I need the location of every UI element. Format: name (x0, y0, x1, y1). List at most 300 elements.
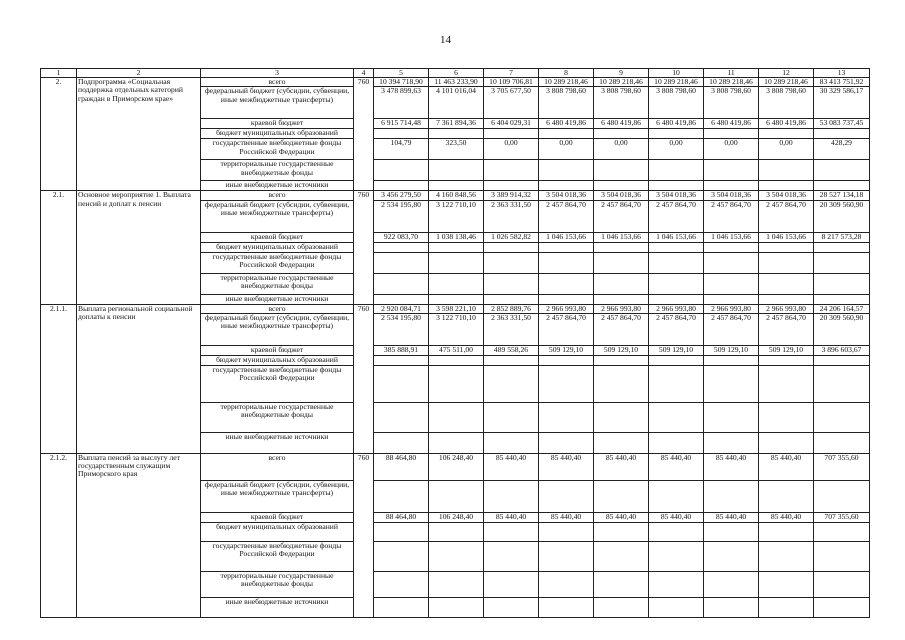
amount-cell: 3 122 710,10 (429, 313, 484, 345)
amount-cell (429, 480, 484, 512)
amount-cell: 30 329 586,17 (814, 87, 870, 119)
amount-cell (814, 365, 870, 402)
amount-cell: 85 440,40 (759, 453, 814, 480)
table-row (41, 453, 870, 480)
amount-cell (649, 597, 704, 617)
amount-cell: 2 457 864,70 (759, 200, 814, 232)
amount-cell (429, 571, 484, 597)
amount-cell: 1 046 153,66 (649, 232, 704, 242)
funding-source: территориальные государственные внебюджетные фонды (201, 571, 354, 597)
amount-cell (429, 365, 484, 402)
header-cell: 11 (704, 69, 759, 78)
amount-cell (539, 571, 594, 597)
amount-cell (814, 402, 870, 432)
amount-cell (594, 541, 649, 571)
amount-cell (429, 402, 484, 432)
amount-cell (594, 402, 649, 432)
amount-cell: 3 504 018,36 (594, 191, 649, 200)
amount-cell: 10 289 218,46 (649, 78, 704, 87)
amount-cell: 7 361 894,36 (429, 119, 484, 129)
amount-cell (759, 480, 814, 512)
amount-cell: 2 534 195,80 (374, 313, 429, 345)
page-number: 14 (440, 34, 451, 46)
amount-cell (814, 252, 870, 273)
amount-cell (429, 541, 484, 571)
amount-cell (704, 355, 759, 365)
amount-cell: 3 504 018,36 (704, 191, 759, 200)
amount-cell: 106 248,40 (429, 453, 484, 480)
amount-cell (759, 571, 814, 597)
amount-cell (484, 252, 539, 273)
amount-cell (484, 522, 539, 541)
header-cell: 4 (354, 69, 374, 78)
amount-cell (594, 181, 649, 191)
amount-cell (594, 252, 649, 273)
header-cell: 10 (649, 69, 704, 78)
amount-cell: 0,00 (594, 139, 649, 160)
amount-cell: 509 129,10 (649, 345, 704, 355)
amount-cell: 2 457 864,70 (649, 200, 704, 232)
table-row (41, 304, 870, 313)
amount-cell (814, 181, 870, 191)
amount-cell: 707 355,60 (814, 453, 870, 480)
amount-cell: 6 915 714,48 (374, 119, 429, 129)
amount-cell (539, 273, 594, 294)
amount-cell (649, 522, 704, 541)
amount-cell: 85 440,40 (484, 512, 539, 522)
amount-cell (594, 273, 649, 294)
amount-cell (704, 294, 759, 304)
amount-cell (759, 541, 814, 571)
item-number: 2.1. (41, 191, 77, 304)
amount-cell: 28 527 134,18 (814, 191, 870, 200)
amount-cell (429, 355, 484, 365)
item-number: 2.1.2. (41, 453, 77, 617)
amount-cell (649, 355, 704, 365)
amount-cell (759, 273, 814, 294)
amount-cell: 509 129,10 (539, 345, 594, 355)
funding-source: федеральный бюджет (субсидии, субвенции, иные межбюджетные трансферты) (201, 200, 354, 232)
header-cell: 13 (814, 69, 870, 78)
header-cell: 6 (429, 69, 484, 78)
amount-cell (594, 355, 649, 365)
amount-cell (484, 541, 539, 571)
grbs-code: 760 (354, 453, 374, 617)
amount-cell: 53 083 737,45 (814, 119, 870, 129)
funding-source: краевой бюджет (201, 512, 354, 522)
amount-cell (484, 571, 539, 597)
amount-cell: 2 457 864,70 (704, 200, 759, 232)
header-cell: 2 (77, 69, 201, 78)
table-row (41, 191, 870, 200)
funding-source: федеральный бюджет (субсидии, субвенции, иные межбюджетные трансферты) (201, 480, 354, 512)
amount-cell: 2 966 993,80 (704, 304, 759, 313)
funding-source: всего (201, 78, 354, 87)
amount-cell (429, 522, 484, 541)
amount-cell (704, 597, 759, 617)
amount-cell (594, 571, 649, 597)
item-number: 2. (41, 78, 77, 191)
amount-cell (374, 571, 429, 597)
funding-source: территориальные государственные внебюджетные фонды (201, 402, 354, 432)
amount-cell: 489 558,26 (484, 345, 539, 355)
amount-cell (539, 242, 594, 252)
header-cell: 12 (759, 69, 814, 78)
amount-cell (814, 480, 870, 512)
amount-cell (539, 597, 594, 617)
amount-cell: 1 046 153,66 (759, 232, 814, 242)
amount-cell: 0,00 (704, 139, 759, 160)
amount-cell (594, 294, 649, 304)
amount-cell: 3 808 798,60 (539, 87, 594, 119)
amount-cell (484, 273, 539, 294)
amount-cell: 24 206 164,57 (814, 304, 870, 313)
amount-cell: 85 440,40 (539, 512, 594, 522)
amount-cell: 3 808 798,60 (594, 87, 649, 119)
item-name: Выплата региональной социальной доплаты к пенсии (77, 304, 201, 453)
amount-cell: 3 598 221,10 (429, 304, 484, 313)
amount-cell: 10 394 718,90 (374, 78, 429, 87)
header-cell: 9 (594, 69, 649, 78)
amount-cell (374, 402, 429, 432)
amount-cell (374, 597, 429, 617)
amount-cell: 3 456 279,50 (374, 191, 429, 200)
amount-cell (594, 160, 649, 181)
amount-cell: 3 504 018,36 (649, 191, 704, 200)
amount-cell: 323,50 (429, 139, 484, 160)
amount-cell (649, 129, 704, 139)
amount-cell: 3 504 018,36 (759, 191, 814, 200)
amount-cell: 2 457 864,70 (649, 313, 704, 345)
header-cell: 3 (201, 69, 354, 78)
header-cell: 5 (374, 69, 429, 78)
amount-cell: 88 464,80 (374, 453, 429, 480)
amount-cell (539, 480, 594, 512)
funding-source: бюджет муниципальных образований (201, 355, 354, 365)
amount-cell (759, 432, 814, 453)
amount-cell (484, 432, 539, 453)
amount-cell (374, 541, 429, 571)
amount-cell (704, 160, 759, 181)
amount-cell (704, 522, 759, 541)
amount-cell (704, 432, 759, 453)
amount-cell: 8 217 573,28 (814, 232, 870, 242)
amount-cell (759, 355, 814, 365)
amount-cell (374, 522, 429, 541)
amount-cell: 85 440,40 (539, 453, 594, 480)
funding-source: иные внебюджетные источники (201, 432, 354, 453)
funding-source: иные внебюджетные источники (201, 294, 354, 304)
amount-cell (374, 294, 429, 304)
amount-cell: 85 440,40 (704, 453, 759, 480)
amount-cell: 3 389 914,32 (484, 191, 539, 200)
amount-cell: 6 480 419,86 (594, 119, 649, 129)
amount-cell (539, 522, 594, 541)
amount-cell: 385 888,91 (374, 345, 429, 355)
amount-cell (649, 432, 704, 453)
amount-cell (594, 242, 649, 252)
table-row (41, 78, 870, 87)
funding-source: территориальные государственные внебюджетные фонды (201, 160, 354, 181)
amount-cell: 2 966 993,80 (649, 304, 704, 313)
amount-cell (704, 242, 759, 252)
amount-cell (704, 480, 759, 512)
funding-source: государственные внебюджетные фонды Российской Федерации (201, 252, 354, 273)
amount-cell: 83 413 751,92 (814, 78, 870, 87)
amount-cell: 2 966 993,80 (539, 304, 594, 313)
amount-cell (704, 273, 759, 294)
amount-cell (814, 522, 870, 541)
amount-cell: 20 309 560,90 (814, 313, 870, 345)
amount-cell (759, 597, 814, 617)
amount-cell: 3 122 710,10 (429, 200, 484, 232)
amount-cell: 6 404 029,31 (484, 119, 539, 129)
amount-cell: 2 457 864,70 (594, 200, 649, 232)
item-number: 2.1.1. (41, 304, 77, 453)
amount-cell: 6 480 419,86 (539, 119, 594, 129)
amount-cell: 2 363 331,50 (484, 200, 539, 232)
amount-cell (814, 294, 870, 304)
amount-cell (814, 273, 870, 294)
amount-cell: 2 457 864,70 (759, 313, 814, 345)
amount-cell: 475 511,00 (429, 345, 484, 355)
amount-cell: 85 440,40 (649, 453, 704, 480)
amount-cell: 6 480 419,86 (704, 119, 759, 129)
amount-cell: 88 464,80 (374, 512, 429, 522)
amount-cell: 0,00 (649, 139, 704, 160)
amount-cell (539, 402, 594, 432)
amount-cell (814, 571, 870, 597)
amount-cell: 10 109 706,81 (484, 78, 539, 87)
amount-cell (594, 365, 649, 402)
amount-cell (374, 252, 429, 273)
amount-cell (484, 597, 539, 617)
amount-cell: 2 457 864,70 (539, 313, 594, 345)
funding-source: территориальные государственные внебюджетные фонды (201, 273, 354, 294)
amount-cell (374, 181, 429, 191)
amount-cell (374, 129, 429, 139)
amount-cell: 509 129,10 (704, 345, 759, 355)
amount-cell: 2 457 864,70 (539, 200, 594, 232)
amount-cell (814, 242, 870, 252)
amount-cell (539, 160, 594, 181)
amount-cell (704, 365, 759, 402)
funding-source: краевой бюджет (201, 119, 354, 129)
amount-cell: 10 289 218,46 (539, 78, 594, 87)
item-name: Выплата пенсий за выслугу лет государственным служащим Приморского края (77, 453, 201, 617)
amount-cell (484, 181, 539, 191)
amount-cell: 509 129,10 (594, 345, 649, 355)
header-cell: 1 (41, 69, 77, 78)
amount-cell: 85 440,40 (759, 512, 814, 522)
amount-cell (649, 480, 704, 512)
amount-cell (649, 402, 704, 432)
funding-source: федеральный бюджет (субсидии, субвенции, иные межбюджетные трансферты) (201, 87, 354, 119)
amount-cell: 10 289 218,46 (759, 78, 814, 87)
amount-cell: 0,00 (484, 139, 539, 160)
amount-cell: 85 440,40 (649, 512, 704, 522)
amount-cell (759, 252, 814, 273)
amount-cell (594, 432, 649, 453)
funding-source: всего (201, 191, 354, 200)
amount-cell: 2 457 864,70 (704, 313, 759, 345)
amount-cell: 4 101 016,04 (429, 87, 484, 119)
amount-cell: 0,00 (759, 139, 814, 160)
amount-cell (374, 160, 429, 181)
budget-table (40, 68, 870, 618)
amount-cell (814, 160, 870, 181)
grbs-code: 760 (354, 304, 374, 453)
amount-cell (539, 294, 594, 304)
amount-cell (759, 294, 814, 304)
amount-cell (484, 129, 539, 139)
amount-cell (539, 355, 594, 365)
amount-cell: 104,79 (374, 139, 429, 160)
header-cell: 7 (484, 69, 539, 78)
amount-cell: 2 920 084,71 (374, 304, 429, 313)
amount-cell (429, 129, 484, 139)
amount-cell: 106 248,40 (429, 512, 484, 522)
funding-source: всего (201, 304, 354, 313)
grbs-code: 760 (354, 191, 374, 304)
funding-source: государственные внебюджетные фонды Российской Федерации (201, 365, 354, 402)
funding-source: иные внебюджетные источники (201, 597, 354, 617)
amount-cell (704, 541, 759, 571)
funding-source: бюджет муниципальных образований (201, 242, 354, 252)
amount-cell: 3 504 018,36 (539, 191, 594, 200)
funding-source: всего (201, 453, 354, 480)
amount-cell: 85 440,40 (484, 453, 539, 480)
amount-cell (484, 365, 539, 402)
funding-source: бюджет муниципальных образований (201, 522, 354, 541)
amount-cell: 0,00 (539, 139, 594, 160)
amount-cell (429, 432, 484, 453)
amount-cell (484, 242, 539, 252)
amount-cell: 3 478 899,63 (374, 87, 429, 119)
amount-cell (374, 242, 429, 252)
amount-cell: 1 026 582,82 (484, 232, 539, 242)
amount-cell (484, 480, 539, 512)
amount-cell (649, 242, 704, 252)
header-cell: 8 (539, 69, 594, 78)
amount-cell (429, 181, 484, 191)
amount-cell: 922 083,70 (374, 232, 429, 242)
amount-cell (704, 252, 759, 273)
amount-cell (649, 294, 704, 304)
grbs-code: 760 (354, 78, 374, 191)
amount-cell (539, 181, 594, 191)
amount-cell: 2 457 864,70 (594, 313, 649, 345)
item-name: Подпрограмма «Социальная поддержка отдельных категорий граждан в Приморском крае» (77, 78, 201, 191)
amount-cell (759, 181, 814, 191)
amount-cell (814, 355, 870, 365)
amount-cell (484, 160, 539, 181)
amount-cell: 85 440,40 (594, 453, 649, 480)
amount-cell: 2 966 993,80 (594, 304, 649, 313)
amount-cell (594, 522, 649, 541)
amount-cell (374, 355, 429, 365)
amount-cell (759, 522, 814, 541)
amount-cell (539, 365, 594, 402)
amount-cell (704, 571, 759, 597)
amount-cell: 4 160 848,56 (429, 191, 484, 200)
amount-cell (374, 432, 429, 453)
funding-source: государственные внебюджетные фонды Российской Федерации (201, 541, 354, 571)
amount-cell: 2 363 331,50 (484, 313, 539, 345)
amount-cell (649, 160, 704, 181)
amount-cell (759, 402, 814, 432)
amount-cell: 3 808 798,60 (649, 87, 704, 119)
amount-cell (704, 402, 759, 432)
amount-cell (649, 252, 704, 273)
amount-cell (814, 129, 870, 139)
amount-cell (704, 181, 759, 191)
amount-cell: 1 046 153,66 (539, 232, 594, 242)
amount-cell (374, 365, 429, 402)
amount-cell (649, 571, 704, 597)
amount-cell (429, 160, 484, 181)
amount-cell (759, 160, 814, 181)
funding-source: бюджет муниципальных образований (201, 129, 354, 139)
amount-cell: 20 309 560,90 (814, 200, 870, 232)
amount-cell (704, 129, 759, 139)
amount-cell (814, 541, 870, 571)
amount-cell (429, 242, 484, 252)
amount-cell: 1 038 138,46 (429, 232, 484, 242)
amount-cell: 509 129,10 (759, 345, 814, 355)
amount-cell: 6 480 419,86 (649, 119, 704, 129)
funding-source: государственные внебюджетные фонды Российской Федерации (201, 139, 354, 160)
amount-cell (759, 242, 814, 252)
item-name: Основное мероприятие 1. Выплата пенсий и доплат к пенсии (77, 191, 201, 304)
amount-cell (539, 129, 594, 139)
amount-cell (429, 252, 484, 273)
amount-cell (649, 541, 704, 571)
amount-cell: 3 705 677,50 (484, 87, 539, 119)
amount-cell (594, 129, 649, 139)
amount-cell (759, 129, 814, 139)
amount-cell (814, 597, 870, 617)
amount-cell (814, 432, 870, 453)
amount-cell: 3 896 603,67 (814, 345, 870, 355)
funding-source: краевой бюджет (201, 345, 354, 355)
amount-cell (539, 252, 594, 273)
amount-cell (429, 273, 484, 294)
funding-source: иные внебюджетные источники (201, 181, 354, 191)
amount-cell: 10 289 218,46 (594, 78, 649, 87)
amount-cell: 3 808 798,60 (759, 87, 814, 119)
amount-cell: 10 289 218,46 (704, 78, 759, 87)
amount-cell: 707 355,60 (814, 512, 870, 522)
amount-cell (649, 273, 704, 294)
amount-cell (649, 365, 704, 402)
amount-cell: 85 440,40 (594, 512, 649, 522)
amount-cell (484, 402, 539, 432)
amount-cell: 6 480 419,86 (759, 119, 814, 129)
amount-cell (539, 432, 594, 453)
header-row (41, 69, 870, 78)
amount-cell (594, 480, 649, 512)
amount-cell (429, 597, 484, 617)
amount-cell: 1 046 153,66 (704, 232, 759, 242)
amount-cell: 1 046 153,66 (594, 232, 649, 242)
amount-cell: 85 440,40 (704, 512, 759, 522)
amount-cell: 2 852 889,76 (484, 304, 539, 313)
amount-cell (759, 365, 814, 402)
amount-cell: 3 808 798,60 (704, 87, 759, 119)
amount-cell (374, 480, 429, 512)
amount-cell (484, 294, 539, 304)
